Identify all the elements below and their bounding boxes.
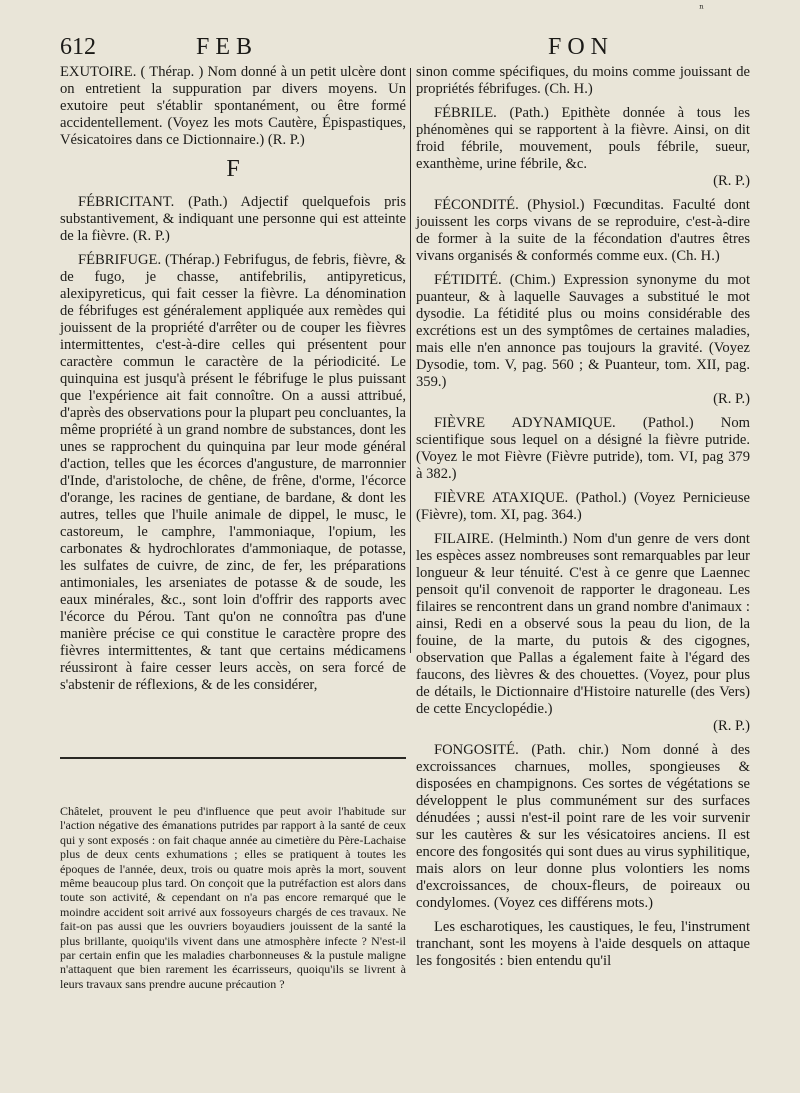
- entry-author: (R. P.): [713, 391, 750, 407]
- entry-filaire: FILAIRE. (Helminth.) Nom d'un genre de vers dont les espèces assez nombreuses sont remarquables par leur longueur & leur ténuité. C'est à ce genre que Laennec pensoit qu'il convenoit de rapporter le dragoneau. Les filaires se rencontrent dans un grand nombre d'animaux : ainsi, Redi en a observé sous la peau du lion, de la fouine, de la marte, du putois & des cigognes, observation que Pallas a également faite à l'égard des faucons, des lièvres & des chouettes. (Voyez, pour plus de détails, le Dictionnaire d'Histoire naturelle (des Vers) de cette Encyclopédie.) (R. P.): [416, 531, 750, 734]
- entry-continuation: sinon comme spécifiques, du moins comme jouissant de propriétés fébrifuges. (Ch. H.): [416, 64, 750, 97]
- section-letter: F: [226, 156, 240, 182]
- entry-fongosite-continued: Les escharotiques, les caustiques, le feu, l'instrument tranchant, sont les moyens à l'aide desquels on attaque les fongosités : bien entendu qu'il: [416, 919, 750, 969]
- entry-author: (R. P.): [713, 718, 750, 734]
- footnote: Châtelet, prouvent le peu d'influence que peut avoir l'habitude sur l'action négative des émanations putrides par rapport à la santé de ceux qui y sont exposés : on fait chaque année au cimetière du Père-Lachaise plus de deux cents exhumations ; elles se pratiquent à toutes les époques de l'année, deux, trois ou quatre mois après la mort, souvent même beaucoup plus tard. On conçoit que la putréfaction est alors dans toute son activité, & cependant on n'a pas encore remarqué que le moindre accident soit arrivé aux fossoyeurs chargés de ces travaux. Ne fait-on pas aussi que les ouvriers boyaudiers jouissent de la santé la plus brillante, quoiqu'ils vivent dans une atmosphère infecte ? N'est-il par certain enfin que les maladies charbonneuses & la pustule maligne n'attaquent que bien rarement les écarrisseurs, quoiqu'ils se livrent à leurs travaux sans prendre aucune précaution ?: [60, 804, 406, 991]
- entry-fievre-ataxique: FIÈVRE ATAXIQUE. (Pathol.) (Voyez Pernicieuse (Fièvre), tom. XI, pag. 364.): [416, 490, 750, 523]
- entry-author: (R. P.): [267, 132, 305, 148]
- column-divider: [410, 68, 411, 653]
- entry-author: (R. P.): [132, 228, 170, 244]
- entry-febrile: FÉBRILE. (Path.) Epithète donnée à tous les phénomènes qui se rapportent à la fièvre. Ainsi, on dit froid fébrile, mouvement, pouls fébrile, sueur, exanthème, urine fébrile, &c. (R. P.): [416, 105, 750, 189]
- running-head-left: FEB: [196, 34, 259, 60]
- running-head-right: FON: [548, 34, 615, 60]
- entry-author: (Ch. H.): [544, 81, 593, 97]
- footnote-rule: [60, 757, 406, 759]
- entry-author: (Ch. H.): [671, 248, 720, 264]
- right-column: [416, 64, 750, 977]
- entry-exutoire: EXUTOIRE. ( Thérap. ) Nom donné à un petit ulcère dont on entretient la suppuration par divers moyens. Un exutoire peut s'établir spontanément, ou être formé accidentellement. (Voyez les mots Cautère, Épispastiques, Vésicatoires dans ce Dictionnaire.) (R. P.): [60, 64, 406, 148]
- left-column: [60, 64, 406, 701]
- corner-mark: ⁿ: [699, 2, 704, 15]
- page-number: 612: [60, 34, 96, 60]
- entry-author: (R. P.): [713, 173, 750, 189]
- entry-fetidite: FÉTIDITÉ. (Chim.) Expression synonyme du mot puanteur, & à laquelle Sauvages a substitué le mot dysodie. La fétidité plus ou moins considérable des excrétions est un des symptômes de certaines maladies, mais elle n'en annonce pas toujours la gravité. (Voyez Dysodie, tom. V, pag. 560 ; & Puanteur, tom. XII, pag. 359.) (R. P.): [416, 272, 750, 407]
- entry-febricitant: FÉBRICITANT. (Path.) Adjectif quelquefois pris substantivement, & indiquant une personne qui est atteinte de la fièvre. (R. P.): [60, 194, 406, 244]
- entry-fongosite: FONGOSITÉ. (Path. chir.) Nom donné à des excroissances charnues, molles, spongieuses & disposées en champignons. Ces sortes de végétations se développent le plus communément sur des surfaces dénudées ; aussi n'est-il point rare de les voir survenir sur les cautères & sur les vésicatoires anciens. Il est encore des fongosités qui sont dues au virus syphilitique, mais alors on leur donne plus volontiers les noms d'excroissances, de choux-fleurs, de poireaux ou condylomes. (Voyez ces différens mots.): [416, 742, 750, 911]
- entry-febrifuge: FÉBRIFUGE. (Thérap.) Febrifugus, de febris, fièvre, & de fugo, je chasse, antifebrilis, antipyreticus, alexipyreticus, qui fait cesser la fièvre. La dénomination de fébrifuges est généralement appliquée aux remèdes qui jouissent de la propriété d'arrêter ou de couper les fièvres intermittentes, c'est-à-dire celles qui présentent pour caractère commun le caractère de la périodicité. Le quinquina est jusqu'à présent le fébrifuge le plus puissant que l'expérience ait fait connoître. On a aussi attribué, d'après des observations pour la plupart peu concluantes, la même propriété à un grand nombre de substances, dont les unes se rapprochent du quinquina par leur mode général d'action, telles que les écorces d'angusture, de marronnier d'Inde, d'aristoloche, de chêne, de frêne, d'orme, l'écorce d'orange, les racines de gentiane, de bardane, & dont les autres, telles que l'huile animale de dippel, le musc, le castoreum, le camphre, l'ammoniaque, l'opium, les carbonates & hydrochlorates d'ammoniaque, de potasse, les sulfates de cuivre, de zinc, de fer, les préparations antimoniales, les arseniates de potasse & de soude, les eaux minérales, &c., sont loin d'offrir des rapports avec l'écorce du Pérou. Tant qu'on ne connoîtra pas d'une manière précise ce qui constitue le caractère propre des fièvres intermittentes, & tant que certains médicamens réussiront à faire cesser leurs accès, on sera forcé de s'abstenir de réflexions, & de les considérer,: [60, 252, 406, 693]
- entry-fecondite: FÉCONDITÉ. (Physiol.) Fœcunditas. Faculté dont jouissent les corps vivans de se reproduire, c'est-à-dire de former à la suite de la fécondation d'autres êtres vivans organisés & conformés comme eux. (Ch. H.): [416, 197, 750, 264]
- entry-fievre-adynamique: FIÈVRE ADYNAMIQUE. (Pathol.) Nom scientifique sous lequel on a désigné la fièvre putride. (Voyez le mot Fièvre (Fièvre putride), tom. VI, pag 379 à 382.): [416, 415, 750, 482]
